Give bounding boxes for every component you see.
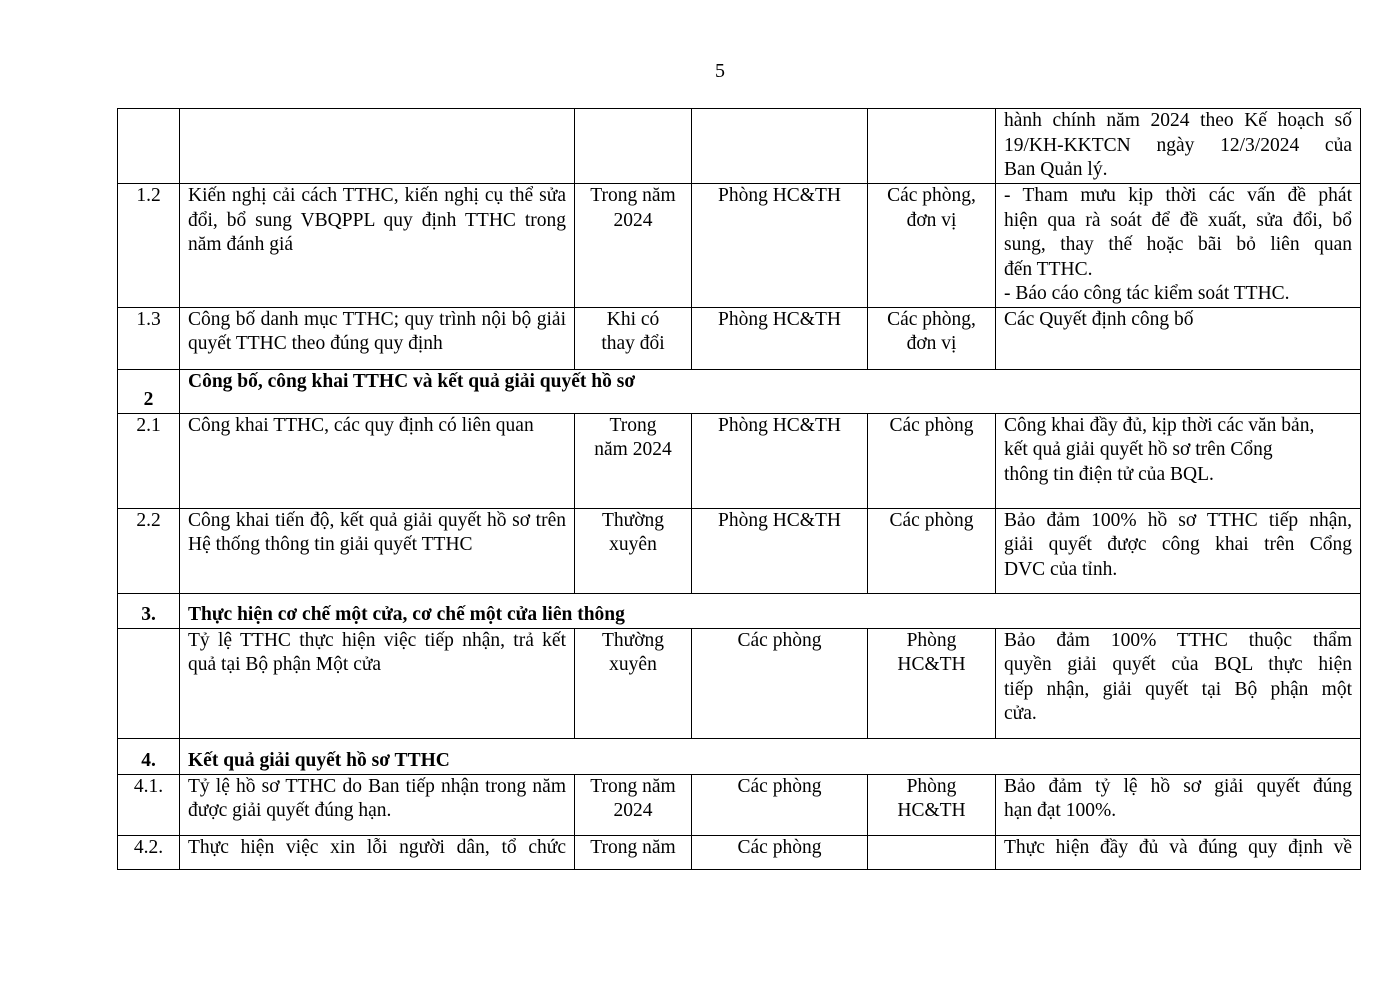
coordinating-unit-cell [868, 109, 996, 184]
result-line: - Báo cáo công tác kiểm soát TTHC. [1004, 283, 1290, 304]
time-cell [575, 774, 692, 835]
table-row [118, 413, 1361, 508]
task-cell: Tỷ lệ hồ sơ TTHC do Ban tiếp nhận trong năm được giải quyết đúng hạn. [180, 774, 575, 835]
coordinating-unit-cell: Các phòng [868, 413, 996, 508]
lead-unit-cell: Các phòng [692, 774, 868, 835]
time-line: Trong năm [590, 185, 676, 206]
result-line: Công khai đầy đủ, kịp thời các văn bản, [1004, 414, 1315, 436]
coord-line: Phòng [906, 629, 957, 651]
coordinating-unit-cell [868, 774, 996, 835]
lead-unit-cell: Phòng HC&TH [692, 508, 868, 593]
row-number-cell [118, 628, 180, 738]
section-title-cell: Thực hiện cơ chế một cửa, cơ chế một cửa liên thông [180, 593, 1361, 628]
lead-unit-cell: Các phòng [692, 628, 868, 738]
table-row [118, 835, 1361, 869]
coord-line: HC&TH [897, 654, 966, 675]
time-line: Thường [601, 509, 665, 531]
lead-unit-cell: Các phòng [692, 835, 868, 869]
lead-unit-cell: Phòng HC&TH [692, 307, 868, 369]
task-cell: Tỷ lệ TTHC thực hiện việc tiếp nhận, trả kết quả tại Bộ phận Một cửa [180, 628, 575, 738]
coord-line: Các phòng, [887, 308, 976, 330]
coord-line: đơn vị [906, 209, 957, 231]
coordinating-unit-cell [868, 307, 996, 369]
section-title-cell: Công bố, công khai TTHC và kết quả giải quyết hồ sơ [180, 369, 1361, 413]
coord-line: HC&TH [897, 800, 966, 821]
result-line: 19/KH-KKTCN ngày 12/3/2024 của [1004, 134, 1352, 156]
result-cell [996, 109, 1361, 184]
time-line: Thường [601, 629, 665, 651]
result-cell [996, 628, 1361, 738]
row-number-cell: 2.1 [118, 413, 180, 508]
row-number-cell: 1.2 [118, 184, 180, 308]
time-cell [575, 307, 692, 369]
time-line: Khi có [606, 308, 660, 330]
result-line: quyền giải quyết của BQL thực hiện [1004, 654, 1352, 675]
table-row [118, 508, 1361, 593]
row-number-cell: 4.1. [118, 774, 180, 835]
time-line: xuyên [609, 534, 657, 555]
time-cell [575, 628, 692, 738]
result-line: kết quả giải quyết hồ sơ trên Cổng [1004, 439, 1273, 460]
task-cell: Kiến nghị cải cách TTHC, kiến nghị cụ thể sửa đổi, bổ sung VBQPPL quy định TTHC trong năm đánh giá [180, 184, 575, 308]
table-row [118, 628, 1361, 738]
result-cell: Các Quyết định công bố [996, 307, 1361, 369]
result-line: thông tin điện tử của BQL. [1004, 463, 1214, 485]
task-plan-table [117, 108, 1361, 870]
lead-unit-cell: Phòng HC&TH [692, 413, 868, 508]
result-cell [996, 508, 1361, 593]
row-number-cell: 4.2. [118, 835, 180, 869]
task-cell [180, 109, 575, 184]
result-line: Bảo đảm 100% hồ sơ TTHC tiếp nhận, [1004, 509, 1352, 531]
result-line: giải quyết được công khai trên Cổng [1004, 534, 1352, 555]
time-line: 2024 [613, 800, 653, 821]
section-number-cell: 3. [118, 593, 180, 628]
time-line: xuyên [609, 654, 657, 675]
result-line: hành chính năm 2024 theo Kế hoạch số [1004, 110, 1352, 131]
result-line: cửa. [1004, 703, 1037, 724]
section-number-cell: 2 [118, 369, 180, 413]
result-line: hạn đạt 100%. [1004, 800, 1117, 821]
table-row [118, 109, 1361, 184]
lead-unit-cell [692, 109, 868, 184]
section-header-row [118, 593, 1361, 628]
result-line: Ban Quản lý. [1004, 159, 1108, 180]
table-row [118, 307, 1361, 369]
result-line: - Tham mưu kịp thời các vấn đề phát [1004, 185, 1352, 206]
table-row [118, 184, 1361, 308]
row-number-cell: 1.3 [118, 307, 180, 369]
result-cell: Thực hiện đầy đủ và đúng quy định về [996, 835, 1361, 869]
coordinating-unit-cell [868, 628, 996, 738]
task-cell: Công khai TTHC, các quy định có liên quan [180, 413, 575, 508]
time-line: Trong năm [590, 775, 676, 797]
result-line: sung, thay thế hoặc bãi bỏ liên quan [1004, 234, 1352, 255]
result-cell [996, 184, 1361, 308]
coordinating-unit-cell: Các phòng [868, 508, 996, 593]
task-cell: Công khai tiến độ, kết quả giải quyết hồ sơ trên Hệ thống thông tin giải quyết TTHC [180, 508, 575, 593]
coord-line: Các phòng, [887, 185, 976, 206]
time-cell [575, 109, 692, 184]
result-cell [996, 774, 1361, 835]
page-number: 5 [715, 60, 725, 82]
coordinating-unit-cell [868, 835, 996, 869]
result-line: hiện qua rà soát để đề xuất, sửa đổi, bổ [1004, 209, 1352, 231]
section-header-row [118, 738, 1361, 774]
time-cell [575, 184, 692, 308]
lead-unit-cell: Phòng HC&TH [692, 184, 868, 308]
time-line: năm 2024 [594, 439, 672, 460]
row-number-cell: 2.2 [118, 508, 180, 593]
time-line: thay đổi [601, 333, 665, 354]
table-row [118, 774, 1361, 835]
time-cell [575, 413, 692, 508]
result-line: đến TTHC. [1004, 258, 1093, 280]
time-cell: Trong năm [575, 835, 692, 869]
time-cell [575, 508, 692, 593]
section-header-row [118, 369, 1361, 413]
result-cell [996, 413, 1361, 508]
row-number-cell [118, 109, 180, 184]
result-line: DVC của tỉnh. [1004, 558, 1118, 580]
section-title-cell: Kết quả giải quyết hồ sơ TTHC [180, 738, 1361, 774]
result-line: Bảo đảm tỷ lệ hồ sơ giải quyết đúng [1004, 775, 1352, 797]
task-cell: Thực hiện việc xin lỗi người dân, tổ chức [180, 835, 575, 869]
task-cell: Công bố danh mục TTHC; quy trình nội bộ giải quyết TTHC theo đúng quy định [180, 307, 575, 369]
coordinating-unit-cell [868, 184, 996, 308]
time-line: Trong [609, 414, 657, 436]
result-line: Bảo đảm 100% TTHC thuộc thẩm [1004, 629, 1352, 651]
section-number-cell: 4. [118, 738, 180, 774]
result-line: tiếp nhận, giải quyết tại Bộ phận một [1004, 678, 1352, 700]
time-line: 2024 [613, 209, 653, 231]
coord-line: đơn vị [906, 333, 957, 354]
coord-line: Phòng [906, 775, 957, 797]
